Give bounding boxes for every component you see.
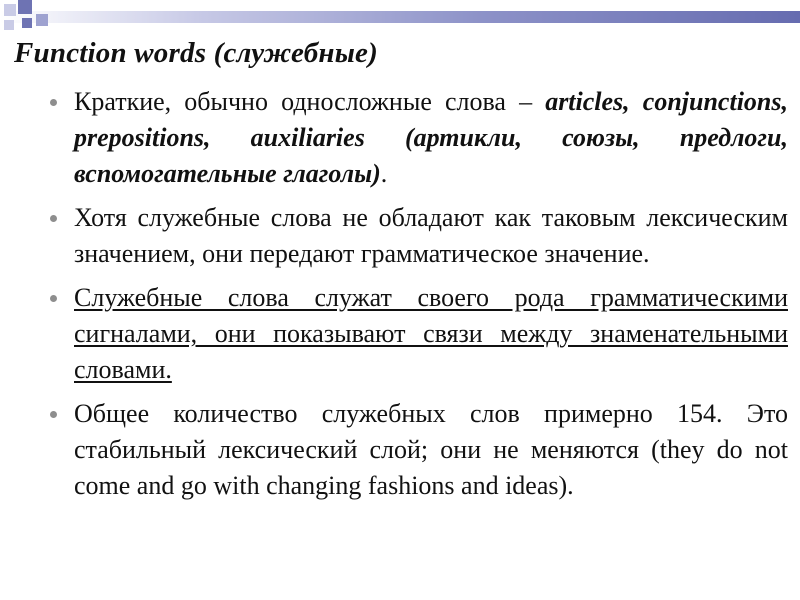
bullet-item bbox=[50, 84, 788, 192]
header-decoration bbox=[0, 0, 800, 40]
bullet-item bbox=[50, 200, 788, 272]
bullet-text-lead: Краткие, обычно односложные слова – bbox=[74, 87, 546, 116]
header-gradient-bar bbox=[0, 11, 800, 23]
deco-square bbox=[4, 4, 16, 16]
bullet-item bbox=[50, 280, 788, 388]
bullet-icon bbox=[50, 99, 57, 106]
bullet-text-tail: . bbox=[380, 159, 388, 188]
slide-title: Function words (служебные) bbox=[14, 37, 378, 69]
bullet-text-underlined: Служебные слова служат своего рода грамматическими сигналами, они показывают связи между знаменательными словами. bbox=[74, 283, 788, 384]
bullet-text: Общее количество служебных слов примерно 154. Это стабильный лексический слой; они не меняются (they do not come and go with changing fashions and ideas). bbox=[74, 399, 788, 500]
deco-square bbox=[36, 14, 48, 26]
bullet-icon bbox=[50, 411, 57, 418]
bullet-item bbox=[50, 396, 788, 504]
deco-square bbox=[4, 20, 14, 30]
bullet-list bbox=[50, 84, 788, 512]
deco-square bbox=[18, 0, 32, 14]
bullet-icon bbox=[50, 215, 57, 222]
deco-square bbox=[22, 18, 32, 28]
bullet-text: Хотя служебные слова не обладают как таковым лексическим значением, они передают грамматическое значение. bbox=[74, 203, 788, 268]
bullet-icon bbox=[50, 295, 57, 302]
bullet-text-emphasis: articles, conjunctions, prepositions, auxiliaries (артикли, союзы, предлоги, вспомогательные глаголы) bbox=[74, 87, 788, 188]
